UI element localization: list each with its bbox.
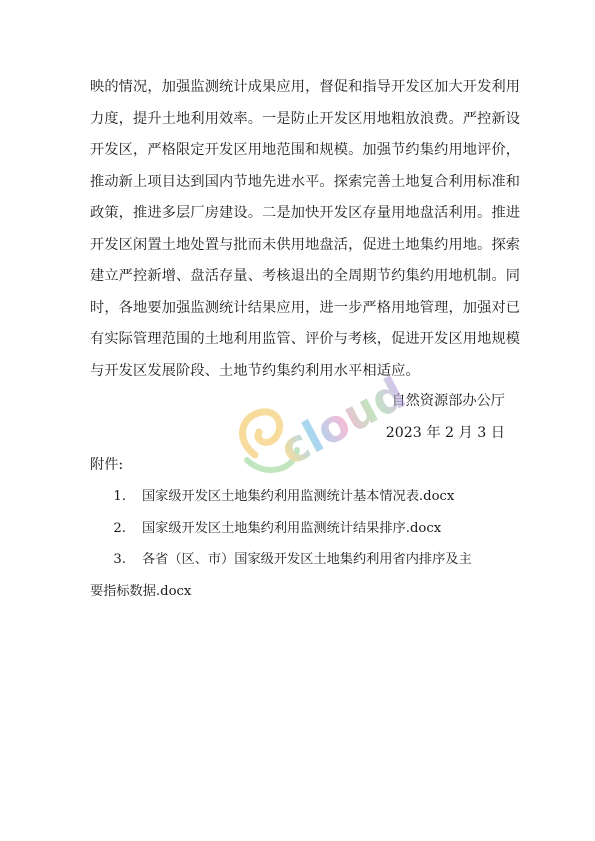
body-line: 政策，推进多层厂房建设。二是加快开发区存量用地盘活利用。推进 xyxy=(90,205,521,221)
attachment-item[interactable] xyxy=(90,481,520,513)
body-line: 有实际管理范围的土地利用监管、评价与考核，促进开发区用地规模 xyxy=(90,331,521,347)
body-line: 推动新上项目达到国内节地先进水平。探索完善土地复合利用标准和 xyxy=(90,173,521,190)
signature: 自然资源部办公厅 xyxy=(391,393,505,409)
body-line: 力度，提升土地利用效率。一是防止开发区用地粗放浪费。严控新设 xyxy=(90,110,521,127)
attachment-link-continuation[interactable]: 要指标数据.docx xyxy=(90,583,192,599)
attachments-list xyxy=(90,481,520,607)
attachment-item[interactable] xyxy=(90,513,520,545)
body-line: 与开发区发展阶段、土地节约集约利用水平相适应。 xyxy=(90,362,420,379)
attachment-number: 3. xyxy=(113,552,126,567)
body-line: 建立严控新增、盘活存量、考核退出的全周期节约集约用地机制。同 xyxy=(90,268,521,284)
body-line: 开发区闲置土地处置与批而未供用地盘活，促进土地集约用地。探索 xyxy=(90,236,521,253)
body-text xyxy=(90,72,520,387)
attachment-item[interactable] xyxy=(90,544,520,607)
watermark-swirl-icon xyxy=(243,412,297,470)
body-line: 映的情况，加强监测统计成果应用，督促和指导开发区加大开发利用 xyxy=(90,79,521,95)
issue-date: 2023 年 2 月 3 日 xyxy=(385,425,505,441)
attachment-link[interactable]: 国家级开发区土地集约利用监测统计基本情况表.docx xyxy=(142,489,455,504)
body-line: 时，各地要加强监测统计结果应用，进一步严格用地管理，加强对已 xyxy=(90,299,521,316)
body-line: 开发区，严格限定开发区用地范围和规模。加强节约集约用地评价， xyxy=(90,142,521,158)
attachment-number: 1. xyxy=(113,489,126,504)
attachment-link[interactable]: 各省（区、市）国家级开发区土地集约利用省内排序及主 xyxy=(142,552,472,567)
attachment-link[interactable]: 国家级开发区土地集约利用监测统计结果排序.docx xyxy=(142,520,442,536)
watermark-text: cloud xyxy=(271,367,415,476)
attachment-number: 2. xyxy=(113,520,126,536)
attachments-label: 附件: xyxy=(90,457,124,473)
